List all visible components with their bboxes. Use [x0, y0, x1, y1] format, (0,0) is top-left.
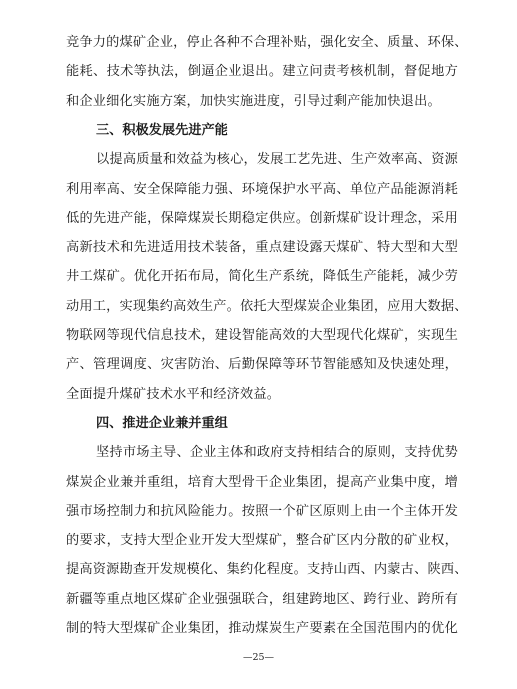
paragraph-line: 强市场控制力和抗风险能力。按照一个矿区原则上由一个主体开发	[66, 504, 458, 519]
paragraph-line: 煤炭企业兼并重组，培育大型骨干企业集团，提高产业集中度，增	[66, 475, 458, 490]
paragraph-line: 竞争力的煤矿企业，停止各种不合理补贴，强化安全、质量、环保、	[66, 35, 468, 50]
paragraph-line: 能耗、技术等执法，倒逼企业退出。建立问责考核机制，督促地方	[66, 64, 458, 79]
paragraph-line: 物联网等现代信息技术，建设智能高效的大型现代化煤矿，实现生	[66, 328, 458, 343]
paragraph-line: 提高资源勘查开发规模化、集约化程度。支持山西、内蒙古、陕西、	[66, 562, 468, 577]
paragraph-line: 动用工，实现集约高效生产。依托大型煤炭企业集团，应用大数据、	[66, 299, 468, 314]
paragraph-line: 和企业细化实施方案，加快实施进度，引导过剩产能加快退出。	[66, 94, 441, 109]
paragraph-line: 制的特大型煤矿企业集团，推动煤炭生产要素在全国范围内的优化	[66, 621, 458, 636]
paragraph-line: 以提高质量和效益为核心，发展工艺先进、生产效率高、资源	[96, 152, 458, 167]
paragraph-line: 利用率高、安全保障能力强、环境保护水平高、单位产品能源消耗	[66, 182, 458, 197]
paragraph-line: 井工煤矿。优化开拓布局，简化生产系统，降低生产能耗，减少劳	[66, 269, 458, 284]
section-heading-4: 四、推进企业兼并重组	[96, 416, 228, 431]
paragraph-line: 产、管理调度、灾害防治、后勤保障等环节智能感知及快速处理，	[66, 357, 458, 372]
paragraph-line: 高新技术和先进适用技术装备，重点建设露天煤矿、特大型和大型	[66, 240, 458, 255]
paragraph-line: 低的先进产能，保障煤炭长期稳定供应。创新煤矿设计理念，采用	[66, 211, 458, 226]
paragraph-line: 全面提升煤矿技术水平和经济效益。	[66, 387, 281, 402]
paragraph-line: 新疆等重点地区煤矿企业强强联合，组建跨地区、跨行业、跨所有	[66, 592, 458, 607]
paragraph-line: 的要求，支持大型企业开发大型煤矿，整合矿区内分散的矿业权，	[66, 533, 458, 548]
section-heading-3: 三、积极发展先进产能	[96, 123, 228, 138]
paragraph-line: 坚持市场主导、企业主体和政府支持相结合的原则，支持优势	[96, 445, 458, 460]
page-number: —25—	[242, 652, 275, 663]
